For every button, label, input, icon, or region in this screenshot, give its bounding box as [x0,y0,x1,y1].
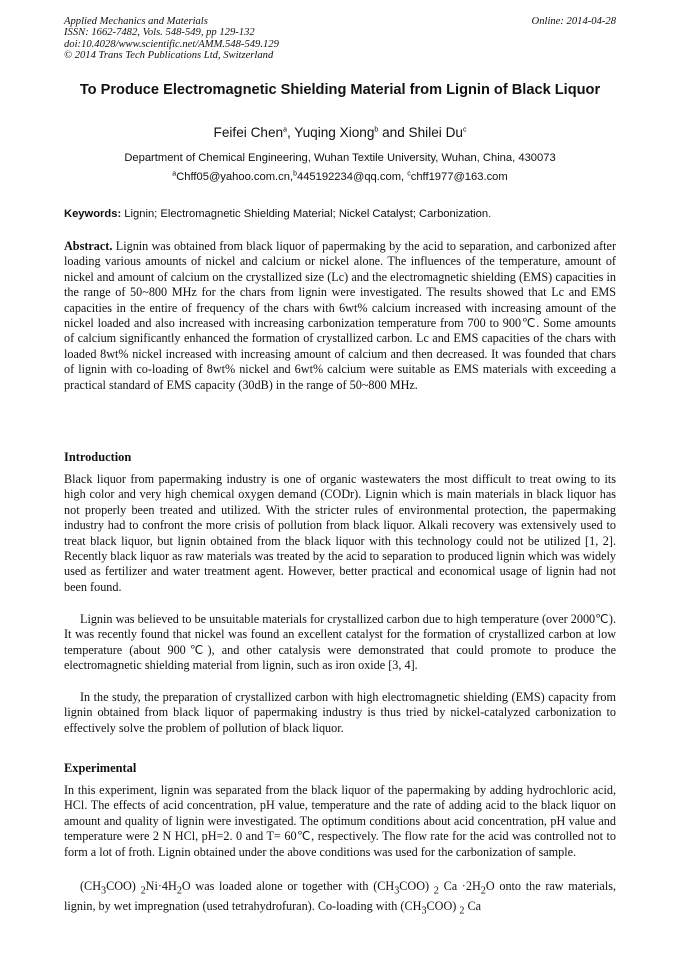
formula-text: (CH [80,879,101,893]
issn-line: ISSN: 1662-7482, Vols. 548-549, pp 129-132 [64,27,255,39]
author-mark: a [283,126,287,134]
introduction-heading: Introduction [64,450,132,464]
keywords-text: Lignin; Electromagnetic Shielding Material; Nickel Catalyst; Carbonization. [121,208,492,220]
experimental-paragraph-1: In this experiment, lignin was separated from the black liquor of the papermaking by adding hydrochloric acid, HCl. The effects of acid concentration, pH value, temperature and the rate of adding acid to the black liquor on amount and quality of lignin were investigated. The optimum conditions about acid concentration, pH value and temperature were 2 N HCl, pH=2. 0 and T= 60℃, respectively. The flow rate for the acid was controlled not to form a lot of froth. Lignin obtained under the above conditions was used for the carbonization of sample. [64,783,616,859]
intro-paragraph-3: In the study, the preparation of crystallized carbon with high electromagnetic shielding (EMS) capacity from lignin obtained from black liquor of papermaking industry is thus tried by nickel-catalyzed carbonization to effectively solve the problem of pollution of black liquor. [64,690,616,735]
formula-subscript: 2 [433,885,439,897]
formula-text: COO) [399,879,434,893]
author-list [64,124,616,142]
author-name: Yuqing Xiong [294,125,375,140]
formula-subscript: 3 [421,905,427,917]
abstract-label: Abstract. [64,239,113,253]
formula-subscript: 3 [394,885,400,897]
keywords [64,207,616,221]
formula-subscript: 2 [140,885,146,897]
online-date: Online: 2014-04-28 [531,16,616,27]
formula-text: O was loaded alone or together with (CH [181,879,395,893]
author-name: Shilei Du [408,125,463,140]
doi-line: doi:10.4028/www.scientific.net/AMM.548-549.129 [64,38,279,50]
affiliation: Department of Chemical Engineering, Wuhan Textile University, Wuhan, China, 430073 [124,152,556,164]
copyright-line: © 2014 Trans Tech Publications Ltd, Switzerland [64,50,274,62]
journal-name: Applied Mechanics and Materials [64,16,208,27]
author-separator: and [378,125,409,140]
formula-subscript: 2 [480,885,486,897]
formula-text: COO) [106,879,141,893]
formula-subscript: 2 [176,885,182,897]
author-separator: , [286,125,295,140]
email-list [64,170,616,184]
keywords-label: Keywords: [64,208,122,220]
abstract-text: Lignin was obtained from black liquor of papermaking by the acid to separation, and carbonized after loading various amounts of nickel and calcium or nickel alone. The influences of the temperature, amount of nickel and amount of calcium on the crystallized size (Lc) and the electromagnetic shielding (EMS) capacities in the range of 50~800 MHz for the chars from lignin were investigated. The results showed that Lc and EMS capacities in the entire of frequency of the chars with 6wt% calcium increased with increasing amount of the nickel loaded and also increased with increasing carbonization temperature from 700 to 900℃. Some amounts of calcium significantly enhanced the formation of crystallized carbon. Lc and EMS capacities of the chars with loaded 8wt% nickel increased with increasing amount of calcium and then decreased. It was founded that chars of lignin with co-loading of 8wt% nickel and 6wt% calcium were suitable as EMS materials with exceeding a practical standard of EMS capacity (30dB) in the range of 50~800 MHz. [64,239,616,392]
publication-header [64,16,616,62]
intro-paragraph-1: Black liquor from papermaking industry is one of organic wastewaters the most difficult to treat owing to its high color and very high chemical oxygen demand (CODr). Lignin which is main materials in black liquor has not properly been treated and utilized. With the stricter rules of environmental protection, the papermaking industry had to confront the more crisis of pollution from black liquor. Alkali recovery was extensively used to treat black liquor, but lignin obtained from the black liquor with this technology could not be utilized [1, 2]. Recently black liquor as raw materials was treated by the acid to separation to produced lignin which was widely used as fertilizer and water treatment agent. However, better practical and economical usage of lignin had not been found. [64,472,616,594]
paper-title: To Produce Electromagnetic Shielding Material from Lignin of Black Liquor [79,82,601,98]
abstract [64,239,616,393]
intro-paragraph-2: Lignin was believed to be unsuitable materials for crystallized carbon due to high temperature (over 2000℃). It was recently found that nickel was found an excellent catalyst for the formation of crystallized carbon at low temperature (about 900℃), and other catalysis were demonstrated that could promote to produce the electromagnetic shielding material from lignin, such as iron oxide [3, 4]. [64,612,616,673]
experimental-heading: Experimental [64,761,137,775]
formula-subscript: 2 [459,905,465,917]
formula-text: Ni·4H [145,879,177,893]
formula-text: Ca ·2H [438,879,481,893]
author-mark: c [462,126,467,134]
author-mark: b [374,126,379,134]
email-address: Chff05@yahoo.com.cn, [176,171,294,183]
email-mark: b [293,170,297,178]
email-mark: a [172,170,177,178]
formula-subscript: 3 [101,885,107,897]
author-name: Feifei Chen [213,125,284,140]
formula-text: O onto the raw materials, lignin, by wet impregnation (used tetrahydrofuran). Co-loading with (CH [64,879,617,913]
email-address: 445192234@qq.com, [296,171,408,183]
email-address: chff1977@163.com [410,171,508,183]
formula-text: COO) [426,898,460,913]
formula-text: Ca [464,898,482,913]
experimental-paragraph-2 [64,879,616,919]
email-mark: c [407,170,411,178]
